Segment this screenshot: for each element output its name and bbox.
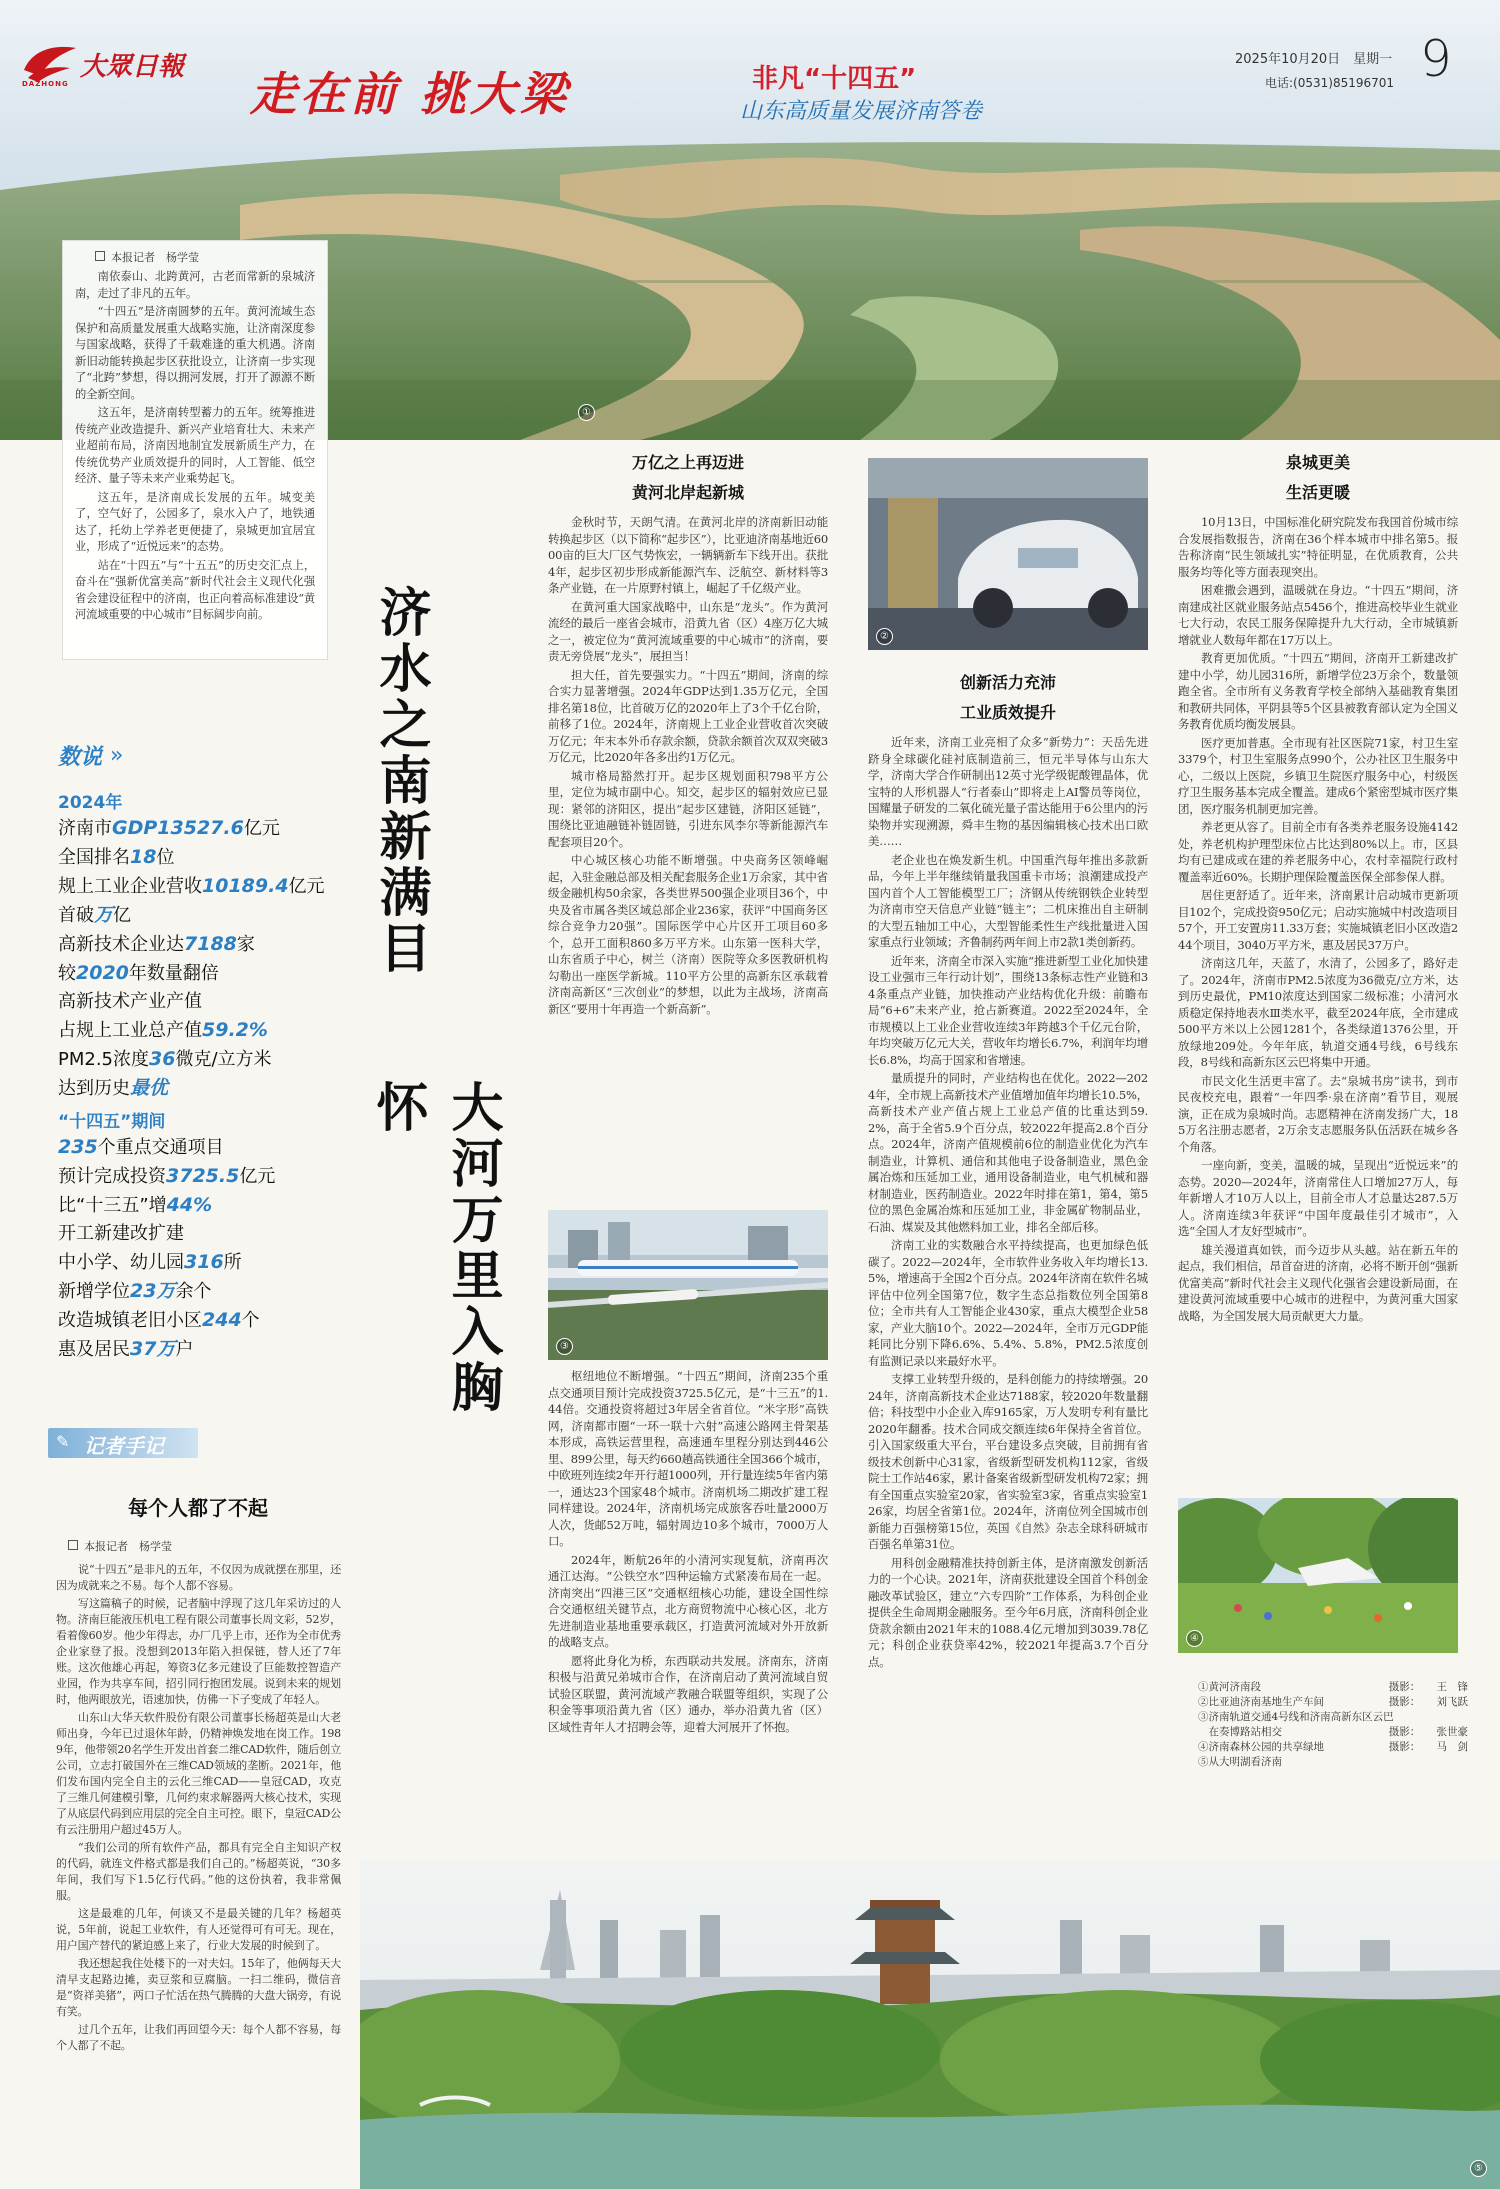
caption-text: ④济南森林公园的共享绿地: [1198, 1741, 1324, 1753]
series-subtitle: 山东高质量发展济南答卷: [740, 99, 983, 124]
column-b-paragraph: 量质提升的同时，产业结构也在优化。2022—2024年，全市规上高新技术产业值增加值年均增长10.5%，高新技术产业产值占规上工业总产值的比重达到59.2%，高于全省5.9个百分点，较2022年提高2.8个百分点。2024年，济南产值规模前6位的制造业优化为汽车制造业，计算机、通信和其他电子设备制造业，黑色金属冶炼和压延加工业，通用设备制造业，电气机械和器材制造业，医药制造业。2022年时排在第1，第4，第5位的黑色金属冶炼和压延加工业，非金属矿物制品业，石油、煤炭及其他燃料加工业，排名全部后移。: [868, 1071, 1148, 1234]
caption-row: [1198, 1695, 1468, 1710]
period-stat-pre: 预计完成投资: [58, 1166, 166, 1187]
reporter-note-text: [56, 1562, 341, 2056]
caption-role: 摄影：: [1388, 1741, 1421, 1753]
column-b-paragraph: 近年来，济南工业亮相了众多“新势力”：天岳先进跻身全球碳化硅衬底制造前三，恒元半导体与山东大学，济南大学合作研制出12英寸光学级铌酸锂晶体，优宝特的人形机器人“行者泰山”即将走上AI警员等岗位，国耀量子研发的二氧化硫光量子雷达能用于6公里内的污染物并实现溯源，舜丰生物的基因编辑核心技术出口欧美……: [868, 735, 1148, 848]
column-a-paragraph: 在黄河重大国家战略中，山东是“龙头”。作为黄河流经的最后一座省会城市，沿黄九省（区）4座万亿大城之一，被定位为“黄河流域重要的中心城市”的济南，要责无旁贷展“龙头”，展担当！: [548, 599, 828, 663]
photo-number-5: ⑤: [1470, 2160, 1487, 2177]
column-c: [1178, 448, 1458, 1488]
byline-box-icon: [95, 251, 105, 261]
column-b-title-2: 工业质效提升: [959, 703, 1056, 722]
issue-date: 2025年10月20日 星期一: [1235, 52, 1393, 67]
column-a-paragraph: 愿将此身化为桥，东西联动共发展。济南东，济南积极与沿黄兄弟城市合作，在济南启动了黄河流域自贸试验区联盟，黄河流域产教融合联盟等组织，实现了公积金等事项沿黄九省（区）通办，举办沿黄九省（区）区域性青年人才招聘会等，迎着大河展开了怀抱。: [548, 1653, 828, 1734]
y2024-stat-post: 亿元: [288, 876, 325, 897]
y2024-stat-pre: 占规上工业总产值: [58, 1020, 202, 1041]
photo-number-3: ③: [556, 1338, 573, 1355]
caption-text: ①黄河济南段: [1198, 1681, 1261, 1693]
main-headline: [367, 560, 530, 1460]
period-stat-em: 44%: [166, 1194, 213, 1216]
rail-transit-illustration: [548, 1210, 828, 1360]
column-c-paragraph: 市民文化生活更丰富了。去“泉城书房”读书，到市民夜校充电，跟着“一年四季·泉在济南”看节目，观展演，正在成为泉城时尚。志愿精神在济南发扬广大，185万名注册志愿者，2万余支志愿服务队伍活跃在城乡各个角落。: [1178, 1073, 1458, 1154]
y2024-stat-em: 36: [149, 1048, 176, 1070]
data-title: 数说: [58, 745, 103, 770]
column-b-title-1: 创新活力充沛: [959, 673, 1056, 692]
column-a-title-2: 黄河北岸起新城: [631, 483, 744, 502]
period-stat-post: 余个: [175, 1281, 212, 1302]
caption-role: 摄影：: [1388, 1696, 1421, 1708]
intro-paragraph: 这五年，是济南成长发展的五年。城变美了，空气好了，公园多了，泉水入户了，地铁通达了，托幼上学养老更便捷了，泉城更加宜居宜业，形成了“近悦远来”的态势。: [75, 490, 315, 553]
y2024-stat-em: GDP13527.6: [112, 817, 244, 839]
y2024-stat-pre: 高新技术企业达: [58, 934, 184, 955]
period-stat-line: [58, 1162, 275, 1191]
period-stat-line: [58, 1248, 275, 1277]
column-c-paragraph: 济南这几年，天蓝了，水清了，公园多了，路好走了。2024年，济南市PM2.5浓度为36微克/立方米，达到历史最优，PM10浓度达到国家二级标准；小清河水质稳定保持地表水Ⅲ类水平，截至2024年底，全市建成500平方米以上公园1281个，各类绿道1376公里，开放绿地209处。今年年底，轨道交通4号线，6号线东段，8号线和高新东区云巴将集中开通。: [1178, 956, 1458, 1069]
caption-text: ⑤从大明湖看济南: [1198, 1756, 1282, 1768]
period-stat-pre: 开工新建改扩建: [58, 1223, 184, 1244]
period-stat-line: [58, 1133, 275, 1162]
photo-rail-transit: [548, 1210, 828, 1360]
column-c-paragraph: 10月13日，中国标准化研究院发布我国首份城市综合发展指数报告，济南在36个样本城市中排名第5。报告称济南“民生领域扎实”特征明显，在优质教育，公共服务均等化等方面表现突出。: [1178, 515, 1458, 579]
photo-captions: [1198, 1680, 1468, 1770]
newspaper-logo: [20, 40, 185, 90]
column-a-paragraph: 担大任，首先要强实力。“十四五”期间，济南的综合实力显著增强。2024年GDP达到1.35万亿元，全国排名第18位，比首破万亿的2020年上了3个千亿台阶，前移了1位。2024年，济南规上工业企业营收首次突破万亿元；年末本外币存款余额，贷款余额首次双双突破3万亿元，比2020年各多出约1万亿元。: [548, 667, 828, 764]
y2024-stat-line: [58, 814, 325, 843]
period-label: “十四五”期间: [58, 1112, 166, 1132]
caption-row: [1198, 1740, 1468, 1755]
double-chevron-icon: »: [110, 743, 124, 768]
period-stat-line: [58, 1306, 275, 1335]
y2024-stat-post: 亿元: [243, 818, 280, 839]
year-label: 2024年: [58, 793, 123, 813]
column-a-paragraph: 枢纽地位不断增强。“十四五”期间，济南235个重点交通项目预计完成投资3725.5亿元，是“十三五”的1.44倍。交通投资将超过3年居全省首位。“米字形”高铁网，济南都市圈“一环一联十六射”高速公路网主骨架基本形成，高铁运营里程，高速通车里程分别达到446公里、899公里，每天约660趟高铁通往全国366个城市，中欧班列连续2年开行超1000列，开行量连续5年省内第一，通达23个国家48个城市。济南机场二期改扩建工程同样建设。2024年，济南机场完成旅客吞吐量2000万人次，货邮52万吨，辐射周边10多个城市，7000万人口。: [548, 1369, 828, 1548]
daming-lake-illustration: [360, 1860, 1500, 2189]
y2024-stat-post: 家: [236, 934, 255, 955]
period-stat-post: 户: [175, 1339, 194, 1360]
period-stat-post: 亿元: [239, 1166, 276, 1187]
reporter-note-paragraph: 我还想起我住处楼下的一对夫妇。15年了，他俩每天大清早支起路边摊，卖豆浆和豆腐脑。一扫二维码，微信音是“资祥美猪”，两口子忙活在热气腾腾的大盘大锅旁，有说有笑。: [56, 1957, 341, 2018]
intro-paragraph: 这五年，是济南转型蓄力的五年。统筹推进传统产业改造提升、新兴产业培育壮大、未来产业超前布局，济南因地制宜发展新质生产力，在传统优势产业质效提升的同时，人工智能、低空经济、量子等未来产业乘势起飞。: [75, 406, 315, 485]
period-stat-line: [58, 1191, 275, 1220]
caption-row: [1198, 1710, 1468, 1725]
period-stat-pre: 新增学位: [58, 1281, 130, 1302]
reporter-note-paragraph: 写这篇稿子的时候，记者脑中浮现了这几年采访过的人物。济南巨能液压机电工程有限公司董事长周文彩，52岁，看着像60岁。他少年得志，办厂几乎上市，还作为全市优秀企业家登了报。没想到2013年陷入担保链，替人还了7年账。这次他雄心再起，筹资3亿多元建设了巨能数控智造产业园，作为共享车间，招引同行抱团发展。说到未来的规划时，他两眼放光，语速加快，仿佛一下子变成了年轻人。: [56, 1597, 341, 1706]
headline-line-1: 济水之南新满目: [370, 585, 430, 977]
column-b-paragraph: 老企业也在焕发新生机。中国重汽每年推出多款新品，今年上半年继续销量我国重卡市场；浪潮建成投产国内首个人工智能模型工厂；济钢从传统钢铁企业转型为济南市空天信息产业链“链主”；二机床推出自主研制的大型五轴加工中心，大型智能柔性生产线批量进入国家重点行业领域；齐鲁制药两年间上市2款1类创新药。: [868, 852, 1148, 949]
period-stat-em: 244: [202, 1309, 242, 1331]
caption-row: [1198, 1755, 1468, 1770]
slogan: 走在前 挑大梁: [250, 67, 571, 121]
reporter-note-paragraph: “我们公司的所有软件产品，都具有完全自主知识产权的代码，就连文件格式都是我们自己的。”杨超英说，“30多年间，我们写下1.5亿行代码。”他的这份执着，我非常佩服。: [56, 1841, 341, 1902]
column-c-paragraph: 困难撒会遇到，温暖就在身边。“十四五”期间，济南建成社区就业服务站点5456个，推进高校毕业生就业七大行动，农民工服务保障提升九大行动，全市城镇新增就业人数每年都在17万以上。: [1178, 583, 1458, 647]
period-stat-post: 个: [241, 1310, 260, 1331]
intro-paragraph: 南依泰山、北跨黄河，古老而常新的泉城济南，走过了非凡的五年。: [75, 270, 315, 300]
period-stat-post: 所: [223, 1252, 242, 1273]
caption-list: [1198, 1680, 1468, 1770]
y2024-stat-em: 最优: [130, 1077, 169, 1099]
y2024-stat-pre: 规上工业企业营收: [58, 876, 202, 897]
y2024-stat-em: 万: [94, 904, 114, 926]
caption-text: ③济南轨道交通4号线和济南高新东区云巴: [1198, 1711, 1394, 1723]
page-number: 9: [1420, 30, 1452, 88]
y2024-stat-em: 59.2%: [202, 1019, 268, 1041]
column-c-paragraph: 居住更舒适了。近年来，济南累计启动城市更新项目102个，完成投资950亿元；启动实施城中村改造项目57个，开工安置房11.33万套；实施城镇老旧小区改造244个项目，3040万平方米，惠及居民37万户。: [1178, 888, 1458, 952]
column-a-text-bottom: [548, 1368, 828, 1864]
y2024-stat-pre: 高新技术产业产值: [58, 991, 202, 1012]
period-stat-em: 23万: [130, 1280, 176, 1302]
series-title: 非凡“十四五”: [752, 64, 917, 94]
y2024-stat-post: 亿: [113, 905, 132, 926]
reporter-note-paragraph: 说“十四五”是非凡的五年，不仅因为成就摆在那里，还因为成就来之不易。每个人都不容易。: [56, 1563, 341, 1592]
reporter-note: [48, 1420, 348, 2180]
column-b-paragraph: 支撑工业转型升级的，是科创能力的持续增强。2024年，济南高新技术企业达7188家，较2020年数量翻倍；科技型中小企业入库9165家，万人发明专利有量比2020年翻番。技术合同成交额连续6年保持全省首位。引入国家级重大平台，平台建设多点突破，目前拥有省级技术创新中心31家，省级新型研发机构112家，省级院士工作站46家，累计备案省级新型研发机构72家；拥有全国重点实验室20家，省实验室3家，省重点实验室126家，均居全省第1位。2024年，济南位列全国城市创新能力百强榜第15位，英国《自然》杂志全球科研城市百强名单第31位。: [868, 1372, 1148, 1551]
y2024-stat-pre: 济南市: [58, 818, 112, 839]
column-b-text: [868, 734, 1148, 1990]
column-c-text: [1178, 514, 1458, 1504]
caption-text: 在奏博路站相交: [1198, 1726, 1282, 1738]
y2024-stat-line: [58, 843, 325, 872]
masthead: [0, 0, 1500, 124]
column-c-paragraph: 一座向新，变美，温暖的城，呈现出“近悦远来”的态势。2020—2024年，济南常住人口增加27万人，每年新增人才10万人以上，目前全市人才总量达287.5万人。济南连续3年获评“中国年度最佳引才城市”，入选“全国人才友好型城市”。: [1178, 1158, 1458, 1238]
period-stat-post: 个重点交通项目: [97, 1137, 224, 1158]
stats-period: [58, 1133, 275, 1364]
y2024-stat-line: [58, 988, 325, 1016]
intro-paragraph: “十四五”是济南圆梦的五年。黄河流域生态保护和高质量发展重大战略实施，让济南深度参与国家战略，获得了千载难逢的重大机遇。济南新旧动能转换起步区获批设立，让济南一步实现了“北跨”梦想，得以拥河发展，打开了源源不断的全新空间。: [75, 305, 315, 401]
y2024-stat-pre: 全国排名: [58, 847, 130, 868]
forest-park-illustration: [1178, 1498, 1458, 1653]
y2024-stat-pre: 首破: [58, 905, 94, 926]
byline-box-icon: [68, 1540, 78, 1550]
column-a-paragraph: 2024年，断航26年的小清河实现复航，济南再次通江达海。“公铁空水”四种运输方式紧凑布局在一起。济南突出“四港三区”交通枢纽核心功能，建设全国性综合交通枢纽关键节点，北方商贸物流中心核心区，北方先进制造业基地重要承载区，打造黄河流域对外开放新的战略支点。: [548, 1552, 828, 1649]
y2024-stat-line: [58, 930, 325, 959]
intro-paragraph: 站在“十四五”与“十五五”的历史交汇点上，奋斗在“强新优富美高”新时代社会主义现代化强省会建设征程中的济南，也正向着高标准建设“黄河流域重要的中心城市”目标阔步向前。: [75, 558, 315, 621]
reporter-note-byline: [68, 1538, 172, 1554]
caption-name: 张世豪: [1436, 1726, 1468, 1738]
reporter-note-paragraph: 这是最难的几年，何谈又不是最关键的几年？杨超英说，5年前，说起工业软件，有人还觉得可有可无。现在，用户国产替代的紧迫感上来了，行业大发展的时候到了。: [56, 1907, 341, 1952]
y2024-stat-line: [58, 959, 325, 988]
period-stat-pre: 中小学、幼儿园: [58, 1252, 184, 1273]
y2024-stat-line: [58, 1074, 325, 1103]
period-stat-pre: 惠及居民: [58, 1339, 130, 1360]
y2024-stat-post: 微克/立方米: [175, 1049, 272, 1070]
headline-line-2: 大河万里入胸怀: [367, 1080, 502, 1416]
period-stat-em: 37万: [130, 1338, 176, 1360]
car-factory-illustration: [868, 458, 1148, 650]
photo-car-factory: [868, 458, 1148, 650]
y2024-stat-line: [58, 901, 325, 930]
period-stat-line: [58, 1335, 275, 1364]
column-c-paragraph: 养老更从容了。目前全市有各类养老服务设施4142处，养老机构护理型床位占比达到80%以上。市，区县均有已建成或在建的养老服务中心，农村幸福院行政村覆盖率近60%。长期护理保险覆盖医保全部参保人群。: [1178, 820, 1458, 884]
column-c-title-2: 生活更暖: [1285, 483, 1350, 502]
column-c-paragraph: 雄关漫道真如铁，而今迈步从头越。站在新五年的起点，我们相信，昂首奋进的济南，必将不断开创“强新优富美高”新时代社会主义现代化强省会建设新局面，在建设黄河流域重要中心城市的进程中，为黄河重大国家战略，为全国发展大局贡献更大力量。: [1178, 1242, 1458, 1323]
caption-role: 摄影：: [1388, 1726, 1421, 1738]
period-stat-em: 3725.5: [166, 1165, 240, 1187]
y2024-stat-pre: 达到历史: [58, 1078, 130, 1099]
photo-daming-lake: [360, 1860, 1500, 2189]
stats-2024: [58, 814, 325, 1103]
period-stat-pre: 改造城镇老旧小区: [58, 1310, 202, 1331]
column-c-title-1: 泉城更美: [1285, 453, 1350, 472]
reporter-note-tag-label: 记者手记: [84, 1434, 164, 1458]
column-c-paragraph: 教育更加优质。“十四五”期间，济南开工新建改扩建中小学，幼儿园316所，新增学位23万余个，数量领跑全省。全市所有义务教育学校全部纳入基础教育集团和教研共同体，平阴县等5个区县被教育部认定为全国义务教育优质均衡发展县。: [1178, 651, 1458, 731]
photo-number-4: ④: [1186, 1630, 1203, 1647]
period-stat-em: 316: [184, 1251, 224, 1273]
reporter-note-byline-text: 本报记者 杨学莹: [84, 1540, 172, 1553]
intro-box: [62, 240, 328, 660]
intro-text: [75, 269, 315, 624]
period-stat-line: [58, 1220, 275, 1248]
reporter-note-tag: [48, 1428, 198, 1458]
caption-role: 摄影：: [1388, 1681, 1421, 1693]
caption-row: [1198, 1725, 1468, 1740]
y2024-stat-post: 年数量翻倍: [128, 963, 219, 984]
caption-text: ②比亚迪济南基地生产车间: [1198, 1696, 1324, 1708]
caption-name: 马 剑: [1436, 1741, 1468, 1753]
column-a-paragraph: 金秋时节，天朗气清。在黄河北岸的济南新旧动能转换起步区（以下简称“起步区”），比亚迪济南基地近6000亩的巨大厂区气势恢宏，一辆辆新车下线开出。获批4年，起步区初步形成新能源汽车、泛航空、新材料等3条产业链，在一片原野村镇上，崛起了千亿级产业。: [548, 515, 828, 595]
column-b-paragraph: 近年来，济南全市深入实施“推进新型工业化加快建设工业强市三年行动计划”，围绕13条标志性产业链和34条重点产业链，加快推动产业结构优化升级：前瞻布局“6+6”未来产业，抢占新赛道。2022至2024年，全市规模以上工业企业营收连续3年跨越3个千亿元台阶，年均突破万亿元大关，营收年均增长6.7%，利润年均增长6.8%，均高于国家和省增速。: [868, 953, 1148, 1067]
pen-icon: ✎: [56, 1432, 70, 1451]
reporter-note-paragraph: 过几个五年，让我们再回望今天：每个人都不容易，每个人都了不起。: [56, 2023, 341, 2052]
intro-byline: [95, 249, 315, 265]
y2024-stat-pre: PM2.5浓度: [58, 1049, 150, 1070]
photo-forest-park: [1178, 1498, 1458, 1653]
y2024-stat-line: [58, 1016, 325, 1045]
column-a-text-top: [548, 514, 828, 1230]
data-box: [48, 740, 348, 1370]
y2024-stat-em: 10189.4: [202, 875, 289, 897]
caption-role: [1398, 1710, 1448, 1725]
logo-sub: DAZHONG: [22, 80, 69, 88]
y2024-stat-line: [58, 872, 325, 901]
period-stat-line: [58, 1277, 275, 1306]
data-box-title: [58, 740, 123, 771]
y2024-stat-em: 18: [130, 846, 157, 868]
y2024-stat-line: [58, 1045, 325, 1074]
photo-number-2: ②: [876, 628, 893, 645]
y2024-stat-pre: 较: [58, 963, 76, 984]
period-stat-em: 235: [58, 1136, 98, 1158]
period-stat-pre: 比“十三五”增: [58, 1195, 167, 1216]
caption-role: [1398, 1755, 1448, 1770]
column-a-title-1: 万亿之上再迈进: [631, 453, 744, 472]
column-c-paragraph: 医疗更加普惠。全市现有社区医院71家，村卫生室3379个，村卫生室服务点990个，公办社区卫生服务中心，二级以上医院，乡镇卫生院医疗服务中心，村级医疗卫生服务基本完成全覆盖。建成6个紧密型城市医疗集团，医疗服务机制更加完善。: [1178, 735, 1458, 816]
caption-row: [1198, 1680, 1468, 1695]
phone: 电话:(0531)85196701: [1265, 76, 1395, 90]
column-b-paragraph: 济南工业的实数融合水平持续提高，也更加绿色低碳了。2022—2024年，全市软件业务收入年均增长13.5%，增速高于全国2个百分点。2024年济南在软件名城评估中位列全国第7位，数字生态总指数位列全国第8位；全市共有人工智能企业430家，重点大模型企业58家，产业大脑10个。2022—2024年，全市万元GDP能耗同比分别下降6.6%、5.4%、5.8%，PM2.5浓度创有监测记录以来最好水平。: [868, 1238, 1148, 1368]
column-a-paragraph: 中心城区核心功能不断增强。中央商务区领峰崛起，入驻金融总部及相关配套服务企业1万余家，其中省级金融机构50余家，各类世界500强企业项目36个，中央及省市属各类区域总部企业236家，获评“中国商务区综合竞争力20强”。国际医学中心片区开工项目60多个，总开工面积860多万平方米。山东第一医科大学，山东省质子中心，树兰（济南）医院等众多医教研机构勾勒出一座医学新城。110平方公里的高新东区承载着济南高新区“三次创业”的梦想，以此为主战场，济南高新区“要用十年再造一个新高新”。: [548, 853, 828, 1016]
y2024-stat-post: 位: [156, 847, 175, 868]
caption-name: 王 锋: [1436, 1681, 1468, 1693]
reporter-note-title: 每个人都了不起: [128, 1496, 268, 1520]
photo-number-1: ①: [578, 404, 595, 421]
y2024-stat-em: 7188: [184, 933, 237, 955]
intro-byline-text: 本报记者 杨学莹: [111, 251, 199, 264]
logo-text: 大眾日報: [80, 52, 185, 82]
column-b-paragraph: 用科创金融精准扶持创新主体，是济南激发创新活力的一个心诀。2021年，济南获批建设全国首个科创金融改革试验区，建立“六专四阶”工作体系，为科创企业提供全生命周期金融服务。至今年6月底，济南科创企业贷款余额由2021年末的1088.4亿元增加到3039.78亿元；科创企业获贷率42%，较2021年提高3.7个百分点。: [868, 1555, 1148, 1669]
reporter-note-paragraph: 山东山大华天软件股份有限公司董事长杨超英是山大老师出身，今年已过退休年龄，仍精神焕发地在岗工作。1989年，他带领20名学生开发出首套二维CAD软件，随后创立公司，立志打破国外在三维CAD领域的垄断。2021年，他们发布国内完全自主的云化三维CAD——皇冠CAD，攻克了三维几何建模引擎，几何约束求解器两大核心技术，实现了从底层代码到应用层的完全自主可控。眼下，皇冠CAD公有云注册用户超过45万人。: [56, 1711, 341, 1836]
column-a-paragraph: 城市格局豁然打开。起步区规划面积798平方公里，定位为城市副中心。知交，起步区的辐射效应已显现：紧邻的济阳区，提出“起步区建链，济阳区延链”，围绕比亚迪融链补链固链，引进东风李尔等新能源汽车配套项目20个。: [548, 768, 828, 849]
column-b: [868, 668, 1148, 2018]
y2024-stat-em: 2020: [76, 962, 129, 984]
caption-name: 刘飞跃: [1436, 1696, 1468, 1708]
logo-emblem-icon: [20, 40, 80, 84]
